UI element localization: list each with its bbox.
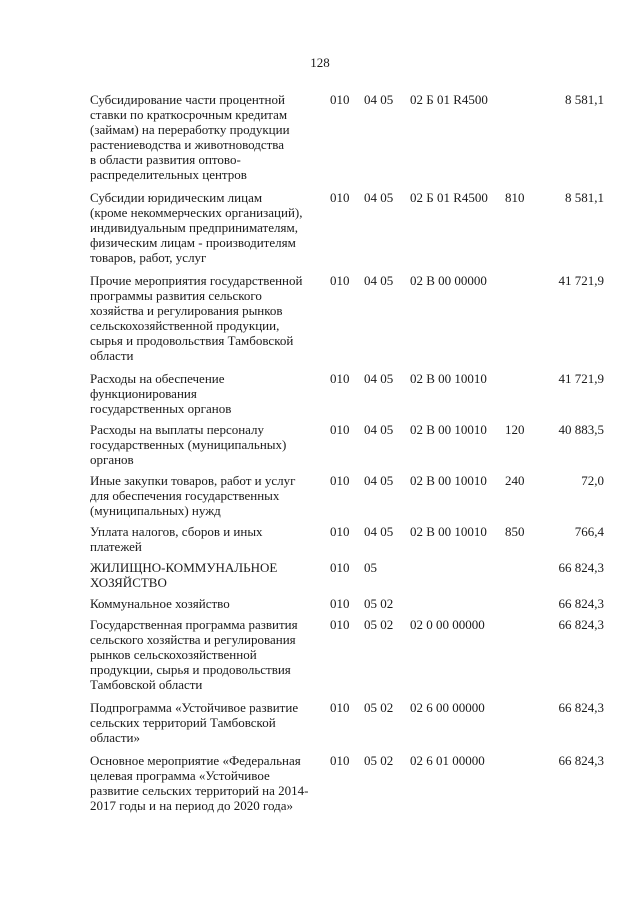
row-section-code: 04 05 bbox=[364, 273, 394, 288]
row-sum: 72,0 bbox=[581, 473, 604, 488]
row-name: Государственная программа развития сельского хозяйства и регулирования рынков сельскохозяйственной продукции, сырья и продовольствия Тамбовской области bbox=[90, 617, 298, 692]
row-target-code: 02 В 00 10010 bbox=[410, 524, 487, 539]
row-section-code: 04 05 bbox=[364, 371, 394, 386]
row-grbs-code: 010 bbox=[330, 92, 350, 107]
table-row bbox=[0, 92, 640, 182]
table-row bbox=[0, 524, 640, 554]
row-sum: 66 824,3 bbox=[558, 560, 604, 575]
row-name: ЖИЛИЩНО-КОММУНАЛЬНОЕ ХОЗЯЙСТВО bbox=[90, 560, 278, 590]
row-target-code: 02 В 00 10010 bbox=[410, 422, 487, 437]
row-section-code: 04 05 bbox=[364, 473, 394, 488]
page-number: 128 bbox=[310, 55, 330, 70]
row-name: Подпрограмма «Устойчивое развитие сельских территорий Тамбовской области» bbox=[90, 700, 299, 745]
table-row bbox=[0, 273, 640, 363]
row-target-code: 02 В 00 10010 bbox=[410, 371, 487, 386]
row-sum: 66 824,3 bbox=[558, 700, 604, 715]
row-section-code: 05 bbox=[364, 560, 377, 575]
row-grbs-code: 010 bbox=[330, 596, 350, 611]
table-row bbox=[0, 700, 640, 745]
row-grbs-code: 010 bbox=[330, 422, 350, 437]
row-target-code: 02 В 00 10010 bbox=[410, 473, 487, 488]
row-target-code: 02 6 00 00000 bbox=[410, 700, 485, 715]
table-row bbox=[0, 371, 640, 416]
row-section-code: 04 05 bbox=[364, 92, 394, 107]
row-expense-type: 240 bbox=[505, 473, 525, 488]
row-grbs-code: 010 bbox=[330, 273, 350, 288]
row-sum: 41 721,9 bbox=[558, 273, 604, 288]
row-grbs-code: 010 bbox=[330, 190, 350, 205]
row-sum: 66 824,3 bbox=[558, 596, 604, 611]
row-name: Субсидии юридическим лицам (кроме некоммерческих организаций), индивидуальным предпринимателям, физическим лицам - производителям товаров, работ, услуг bbox=[90, 190, 303, 265]
row-grbs-code: 010 bbox=[330, 617, 350, 632]
row-section-code: 05 02 bbox=[364, 617, 394, 632]
row-target-code: 02 Б 01 R4500 bbox=[410, 190, 488, 205]
row-section-code: 04 05 bbox=[364, 190, 394, 205]
row-sum: 41 721,9 bbox=[558, 371, 604, 386]
row-grbs-code: 010 bbox=[330, 371, 350, 386]
table-row bbox=[0, 617, 640, 692]
row-name: Расходы на обеспечение функционирования государственных органов bbox=[90, 371, 232, 416]
row-expense-type: 810 bbox=[505, 190, 525, 205]
row-name: Уплата налогов, сборов и иных платежей bbox=[90, 524, 263, 554]
row-name: Основное мероприятие «Федеральная целевая программа «Устойчивое развитие сельских территорий на 2014- 2017 годы и на период до 2020 года» bbox=[90, 753, 309, 813]
row-sum: 8 581,1 bbox=[565, 92, 604, 107]
row-name: Коммунальное хозяйство bbox=[90, 596, 230, 611]
row-sum: 40 883,5 bbox=[558, 422, 604, 437]
row-expense-type: 850 bbox=[505, 524, 525, 539]
row-sum: 66 824,3 bbox=[558, 753, 604, 768]
table-row bbox=[0, 753, 640, 813]
row-section-code: 05 02 bbox=[364, 700, 394, 715]
table-row bbox=[0, 560, 640, 590]
row-name: Расходы на выплаты персоналу государственных (муниципальных) органов bbox=[90, 422, 287, 467]
row-target-code: 02 В 00 00000 bbox=[410, 273, 487, 288]
row-grbs-code: 010 bbox=[330, 753, 350, 768]
table-row bbox=[0, 473, 640, 518]
row-name: Прочие мероприятия государственной программы развития сельского хозяйства и регулирования рынков сельскохозяйственной продукции, сырья и продовольствия Тамбовской области bbox=[90, 273, 303, 363]
budget-table bbox=[0, 92, 640, 813]
row-sum: 8 581,1 bbox=[565, 190, 604, 205]
row-name: Субсидирование части процентной ставки по краткосрочным кредитам (займам) на переработку продукции растениеводства и животноводства в области развития оптово- распределительных центров bbox=[90, 92, 290, 182]
row-grbs-code: 010 bbox=[330, 473, 350, 488]
row-sum: 766,4 bbox=[574, 524, 604, 539]
row-section-code: 05 02 bbox=[364, 753, 394, 768]
row-section-code: 04 05 bbox=[364, 524, 394, 539]
row-grbs-code: 010 bbox=[330, 560, 350, 575]
row-section-code: 04 05 bbox=[364, 422, 394, 437]
row-grbs-code: 010 bbox=[330, 700, 350, 715]
row-target-code: 02 6 01 00000 bbox=[410, 753, 485, 768]
row-section-code: 05 02 bbox=[364, 596, 394, 611]
row-target-code: 02 Б 01 R4500 bbox=[410, 92, 488, 107]
row-target-code: 02 0 00 00000 bbox=[410, 617, 485, 632]
row-grbs-code: 010 bbox=[330, 524, 350, 539]
row-sum: 66 824,3 bbox=[558, 617, 604, 632]
row-expense-type: 120 bbox=[505, 422, 525, 437]
table-row bbox=[0, 190, 640, 265]
row-name: Иные закупки товаров, работ и услуг для обеспечения государственных (муниципальных) нужд bbox=[90, 473, 296, 518]
table-row bbox=[0, 596, 640, 611]
table-row bbox=[0, 422, 640, 467]
